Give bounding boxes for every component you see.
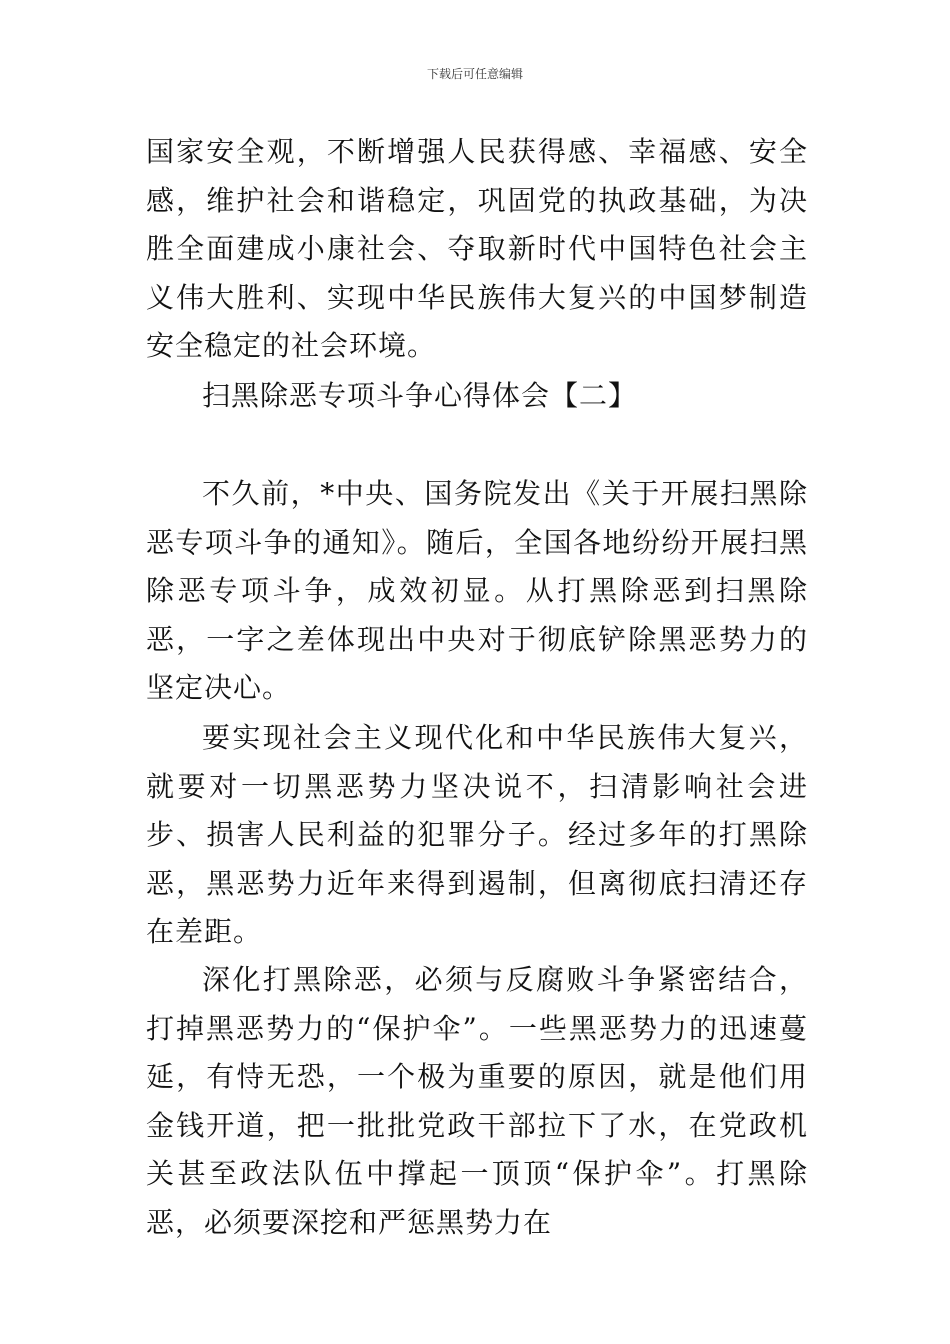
page-header: 下载后可任意编辑 — [426, 67, 523, 81]
paragraph-text: 要实现社会主义现代化和中华民族伟大复兴，就要对一切黑恶势力坚决说不，扫清影响社会进步、损害人民利益的犯罪分子。经过多年的打黑除恶，黑恶势力近年来得到遏制，但离彻底扫清还存在差距。 — [146, 721, 808, 948]
section-heading-text: 扫黑除恶专项斗争心得体会【二】 — [202, 379, 638, 412]
paragraph-text: 不久前，*中央、国务院发出《关于开展扫黑除恶专项斗争的通知》。随后，全国各地纷纷开展扫黑除恶专项斗争，成效初显。从打黑除恶到扫黑除恶，一字之差体现出中央对于彻底铲除黑恶势力的坚定决心。 — [146, 477, 808, 704]
section-heading — [146, 372, 808, 421]
paragraph-text: 深化打黑除恶，必须与反腐败斗争紧密结合，打掉黑恶势力的“保护伞”。一些黑恶势力的迅速蔓延，有恃无恐，一个极为重要的原因，就是他们用金钱开道，把一批批党政干部拉下了水，在党政机关甚至政法队伍中撑起一顶顶“保护伞”。打黑除恶，必须要深挖和严惩黑势力在 — [146, 963, 808, 1239]
paragraph — [146, 470, 808, 713]
paragraph-continuation — [146, 128, 808, 371]
paragraph — [146, 714, 808, 957]
paragraph — [146, 956, 808, 1247]
paragraph-text: 国家安全观，不断增强人民获得感、幸福感、安全感，维护社会和谐稳定，巩固党的执政基础，为决胜全面建成小康社会、夺取新时代中国特色社会主义伟大胜利、实现中华民族伟大复兴的中国梦制造安全稳定的社会环境。 — [146, 135, 808, 362]
